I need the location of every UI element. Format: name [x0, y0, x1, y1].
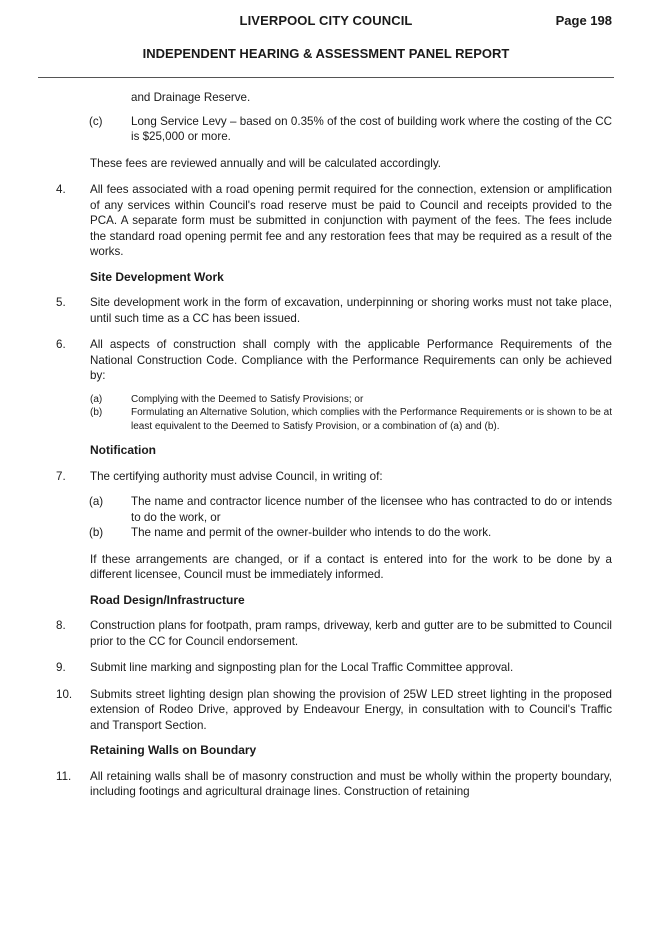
- clause-11-number: 11.: [56, 769, 72, 783]
- report-title: INDEPENDENT HEARING & ASSESSMENT PANEL REPORT: [142, 46, 510, 61]
- clause-4: [56, 182, 612, 260]
- clause-10-number: 10.: [56, 687, 73, 701]
- clause-7-note: If these arrangements are changed, or if a contact is entered into for the work to be done by a different licensee, Council must be immediately informed.: [90, 552, 612, 581]
- council-name: LIVERPOOL CITY COUNCIL: [239, 13, 413, 28]
- clause-10-text: Submits street lighting design plan showing the provision of 25W LED street lighting in the proposed extension of Rodeo Drive, approved by Endeavour Energy, in consultation with to Council's Traffic and Transport Section.: [90, 687, 612, 732]
- header-divider: [38, 77, 614, 78]
- fee-item-c: [89, 114, 612, 145]
- clause-4-text: All fees associated with a road opening permit required for the connection, extension or amplification of any services within Council's road reserve must be paid to Council and receipts provided to the PCA. A separate form must be submitted in conjunction with payment of the fees. The fees include the standard road opening permit fee and any restoration fees that may be required as a result of the works.: [90, 183, 612, 258]
- heading-notification: Notification: [90, 443, 156, 457]
- clause-11: [56, 769, 612, 800]
- clause-6-text: All aspects of construction shall comply with the applicable Performance Requirements of the National Construction Code. Compliance with the Performance Requirements can only be achieved by:: [90, 338, 612, 382]
- clause-6-item-a-text: Complying with the Deemed to Satisfy Provisions; or: [131, 393, 364, 405]
- clause-5-text: Site development work in the form of excavation, underpinning or shoring works must not take place, until such time as a CC has been issued.: [90, 296, 612, 325]
- clause-7: [56, 469, 612, 485]
- clause-10: [56, 687, 612, 734]
- heading-site-development: Site Development Work: [90, 269, 224, 284]
- clause-7-number: 7.: [56, 469, 66, 483]
- clause-6-item-a: [90, 393, 612, 407]
- clause-11-text: All retaining walls shall be of masonry construction and must be wholly within the property boundary, including footings and agricultural drainage lines. Construction of retaining: [90, 769, 612, 798]
- fees-note: These fees are reviewed annually and will be calculated accordingly.: [90, 156, 442, 170]
- clause-7-item-a-label: (a): [89, 495, 104, 508]
- fee-item-c-text: Long Service Levy – based on 0.35% of the cost of building work where the costing of the CC is $25,000 or more.: [131, 114, 612, 143]
- clause-6-item-b: [90, 406, 612, 433]
- clause-9: [56, 660, 612, 676]
- clause-7-item-b: [89, 525, 612, 541]
- clause-7-item-a-text: The name and contractor licence number of the licensee who has contracted to do or intends to do the work, or: [131, 495, 612, 524]
- heading-road-design: Road Design/Infrastructure: [90, 592, 245, 607]
- clause-6-item-b-text: Formulating an Alternative Solution, which complies with the Performance Requirements or is shown to be at least equivalent to the Deemed to Satisfy Provision, or a combination of (a) and (b).: [131, 407, 612, 432]
- continued-line: and Drainage Reserve.: [131, 91, 251, 104]
- clause-6-item-b-label: (b): [90, 407, 103, 418]
- clause-4-number: 4.: [56, 183, 66, 196]
- clause-9-number: 9.: [56, 661, 66, 674]
- clause-8: [56, 618, 612, 649]
- clause-6-number: 6.: [56, 338, 66, 351]
- clause-7-item-a: [89, 494, 612, 525]
- clause-6-item-a-label: (a): [90, 393, 103, 405]
- clause-6: [56, 337, 612, 384]
- clause-5: [56, 295, 612, 326]
- fee-item-c-label: (c): [89, 114, 103, 128]
- document-body: [0, 90, 652, 800]
- clause-8-text: Construction plans for footpath, pram ramps, driveway, kerb and gutter are to be submitted to Council prior to the CC for Council endorsement.: [90, 619, 612, 648]
- heading-retaining-walls: Retaining Walls on Boundary: [90, 743, 257, 757]
- clause-7-item-b-label: (b): [89, 526, 104, 539]
- clause-9-text: Submit line marking and signposting plan for the Local Traffic Committee approval.: [90, 661, 514, 674]
- clause-7-item-b-text: The name and permit of the owner-builder who intends to do the work.: [131, 526, 492, 539]
- clause-8-number: 8.: [56, 619, 66, 632]
- clause-7-text: The certifying authority must advise Council, in writing of:: [90, 469, 383, 483]
- clause-5-number: 5.: [56, 296, 66, 309]
- page-number: Page 198: [555, 13, 612, 28]
